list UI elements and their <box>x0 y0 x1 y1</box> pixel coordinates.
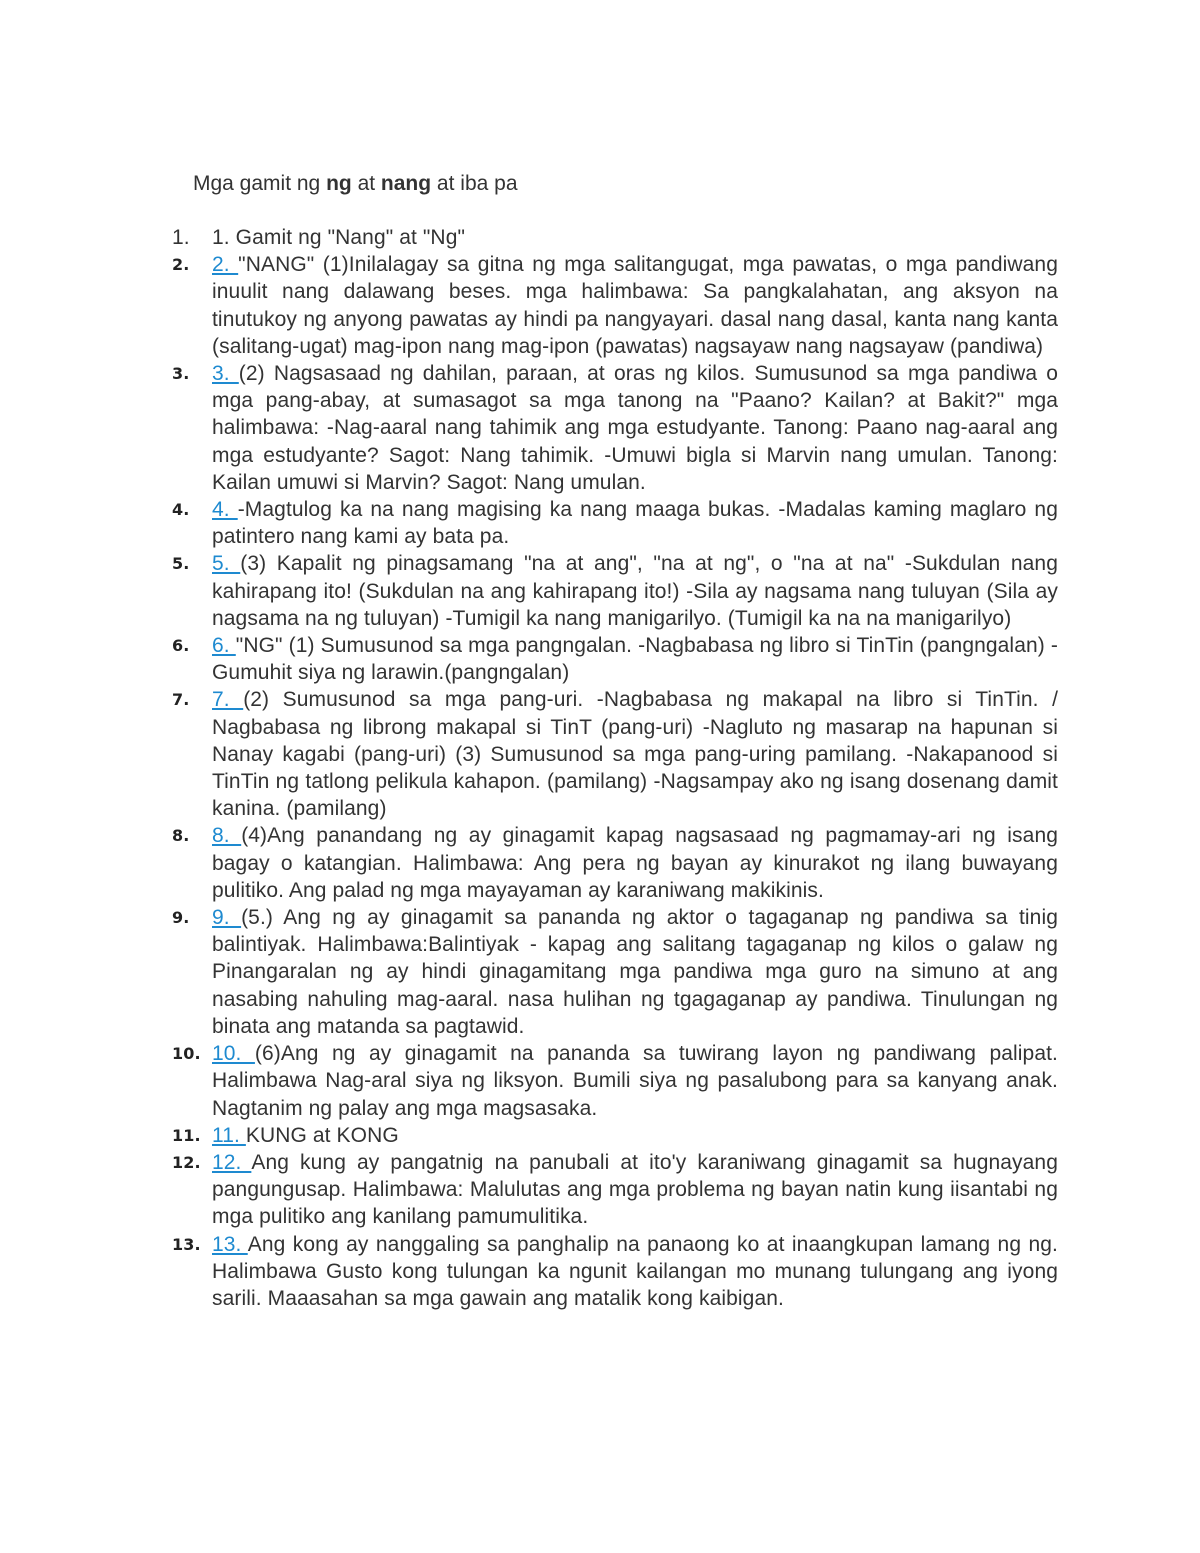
list-number: 8. <box>172 826 190 846</box>
list-item-9 <box>172 904 1058 1040</box>
list-item-text: "NG" (1) Sumusunod sa mga pangngalan. -Nagbabasa ng libro si TinTin (pangngalan) -Gumuhit siya ng larawin.(pangngalan) <box>212 634 1058 685</box>
list-item-5 <box>172 550 1058 632</box>
list-item-text: (6)Ang ng ay ginagamit na pananda sa tuwirang layon ng pandiwang palipat. Halimbawa Nag-aral siya ng liksyon. Bumili siya ng pasalubong para sa kanyang anak. Nagtanim ng palay ang mga magsasaka. <box>212 1042 1058 1120</box>
list-number: 5. <box>172 554 190 574</box>
item-link[interactable]: 4. <box>212 498 238 522</box>
list-item-text: "NANG" (1)Inilalagay sa gitna ng mga salitangugat, mga pawatas, o mga pandiwang inuulit nang dalawang beses. mga halimbawa: Sa pangkalahatan, ang aksyon na tinutukoy ng anyong pawatas ay hindi pa nangyayari. dasal nang dasal, kanta nang kanta (salitang-ugat) mag-ipon nang mag-ipon (pawatas) nagsayaw nang nagsayaw (pandiwa) <box>212 253 1058 358</box>
list-item-text: (2) Sumusunod sa mga pang-uri. -Nagbabasa ng makapal na libro si TinTin. / Nagbabasa ng librong makapal si TinT (pang-uri) -Nagluto ng masarap na hapunan si Nanay kagabi (pang-uri) (3) Sumusunod sa mga pang-uring pamilang. -Nakapanood si TinTin ng tatlong pelikula kahapon. (pamilang) -Nagsampay ako ng isang dosenang damit kanina. (pamilang) <box>212 688 1059 821</box>
list-number: 4. <box>172 500 190 520</box>
list-item-text: -Magtulog ka na nang magising ka nang maaga bukas. -Madalas kaming maglaro ng patintero nang kami ay bata pa. <box>212 498 1058 549</box>
list-item-text: 1. Gamit ng "Nang" at "Ng" <box>212 226 466 249</box>
item-link[interactable]: 8. <box>212 824 242 848</box>
title-bold-ng: ng <box>326 172 352 195</box>
title-part-3: at iba pa <box>431 172 518 195</box>
item-link[interactable]: 9. <box>212 906 242 930</box>
list-item-7 <box>172 686 1058 822</box>
list-number: 13. <box>172 1234 201 1254</box>
list-number: 6. <box>172 636 190 656</box>
list-item-10 <box>172 1040 1058 1122</box>
list-item-text: (2) Nagsasaad ng dahilan, paraan, at oras ng kilos. Sumusunod sa mga pandiwa o mga pang-abay, at sumasagot sa mga tanong na "Paano? Kailan? at Bakit?" mga halimbawa: -Nag-aaral nang tahimik ang mga estudyante. Tanong: Paano nag-aaral ang mga estudyante? Sagot: Nang tahimik. -Umuwi bigla si Marvin nang umulan. Tanong: Kailan umuwi si Marvin? Sagot: Nang umulan. <box>212 362 1058 494</box>
list-item-4 <box>172 496 1058 550</box>
list-item-1 <box>172 224 1058 251</box>
list-item-12 <box>172 1149 1058 1231</box>
title-part-1: Mga gamit ng <box>193 172 327 195</box>
list-number: 10. <box>172 1044 201 1064</box>
list-item-2 <box>172 251 1058 360</box>
list-item-11 <box>172 1122 1058 1149</box>
list-item-text: (5.) Ang ng ay ginagamit sa pananda ng aktor o tagaganap ng pandiwa sa tinig balintiyak. Halimbawa:Balintiyak - kapag ang salitang tagaganap ng kilos o galaw ng Pinangaralan ng ay hindi ginagamitang mga pandiwa mga guro na simuno at ang nasabing nahuling mag-aaral. nasa hulihan ng tgagaganap ay pandiwa. Tinulungan ng binata ang matanda sa pagtawid. <box>212 906 1058 1038</box>
item-link[interactable]: 6. <box>212 634 236 658</box>
list-number: 9. <box>172 908 190 928</box>
list-item-text: Ang kong ay nanggaling sa panghalip na panaong ko at inaangkupan lamang ng ng. Halimbawa Gusto kong tulungan ka ngunit kailangan mo munang tulungang ang iyong sarili. Maaasahan sa mga gawain ang matalik kong kaibigan. <box>212 1232 1058 1310</box>
list-number: 11. <box>172 1125 201 1145</box>
list-item-3 <box>172 360 1058 496</box>
list-number: 12. <box>172 1152 201 1172</box>
list-number: 3. <box>172 364 190 384</box>
title-bold-nang: nang <box>380 172 432 195</box>
item-link[interactable]: 3. <box>212 362 239 386</box>
list-number: 1. <box>172 226 190 249</box>
list-item-13 <box>172 1231 1058 1313</box>
item-link[interactable]: 13. <box>212 1232 248 1256</box>
item-link[interactable]: 12. <box>212 1150 252 1174</box>
item-link[interactable]: 7. <box>212 688 244 712</box>
list-item-6 <box>172 632 1058 686</box>
item-link[interactable]: 2. <box>212 253 239 277</box>
item-link[interactable]: 5. <box>212 552 241 576</box>
item-link[interactable]: 11. <box>212 1123 246 1147</box>
list-item-text: Ang kung ay pangatnig na panubali at ito'y karaniwang ginagamit sa hugnayang pangungusap. Halimbawa: Malulutas ang mga problema ng bayan natin kung iisantabi ng mga pulitiko ang kanilang pamumulitika. <box>212 1150 1058 1229</box>
list-item-text: (4)Ang panandang ng ay ginagamit kapag nagsasaad ng pagmamay-ari ng isang bagay o katangian. Halimbawa: Ang pera ng bayan ay kinurakot ng ilang buwayang pulitiko. Ang palad ng mga mayayaman ay karaniwang makikinis. <box>212 824 1058 902</box>
numbered-list <box>172 224 1058 1312</box>
list-number: 2. <box>172 255 190 275</box>
title-part-2: at <box>351 172 381 195</box>
list-item-text: (3) Kapalit ng pinagsamang "na at ang", "na at ng", o "na at na" -Sukdulan nang kahirapang ito! (Sukdulan na ang kahirapang ito!) -Sila ay nagsama nang tuluyan (Sila ay nagsama na ng tuluyan) -Tumigil ka nang manigarilyo. (Tumigil ka na na manigarilyo) <box>212 552 1058 630</box>
list-item-text: KUNG at KONG <box>245 1123 399 1147</box>
document-title <box>193 170 518 198</box>
item-link[interactable]: 10. <box>212 1042 255 1066</box>
list-item-8 <box>172 822 1058 904</box>
list-number: 7. <box>172 690 190 710</box>
